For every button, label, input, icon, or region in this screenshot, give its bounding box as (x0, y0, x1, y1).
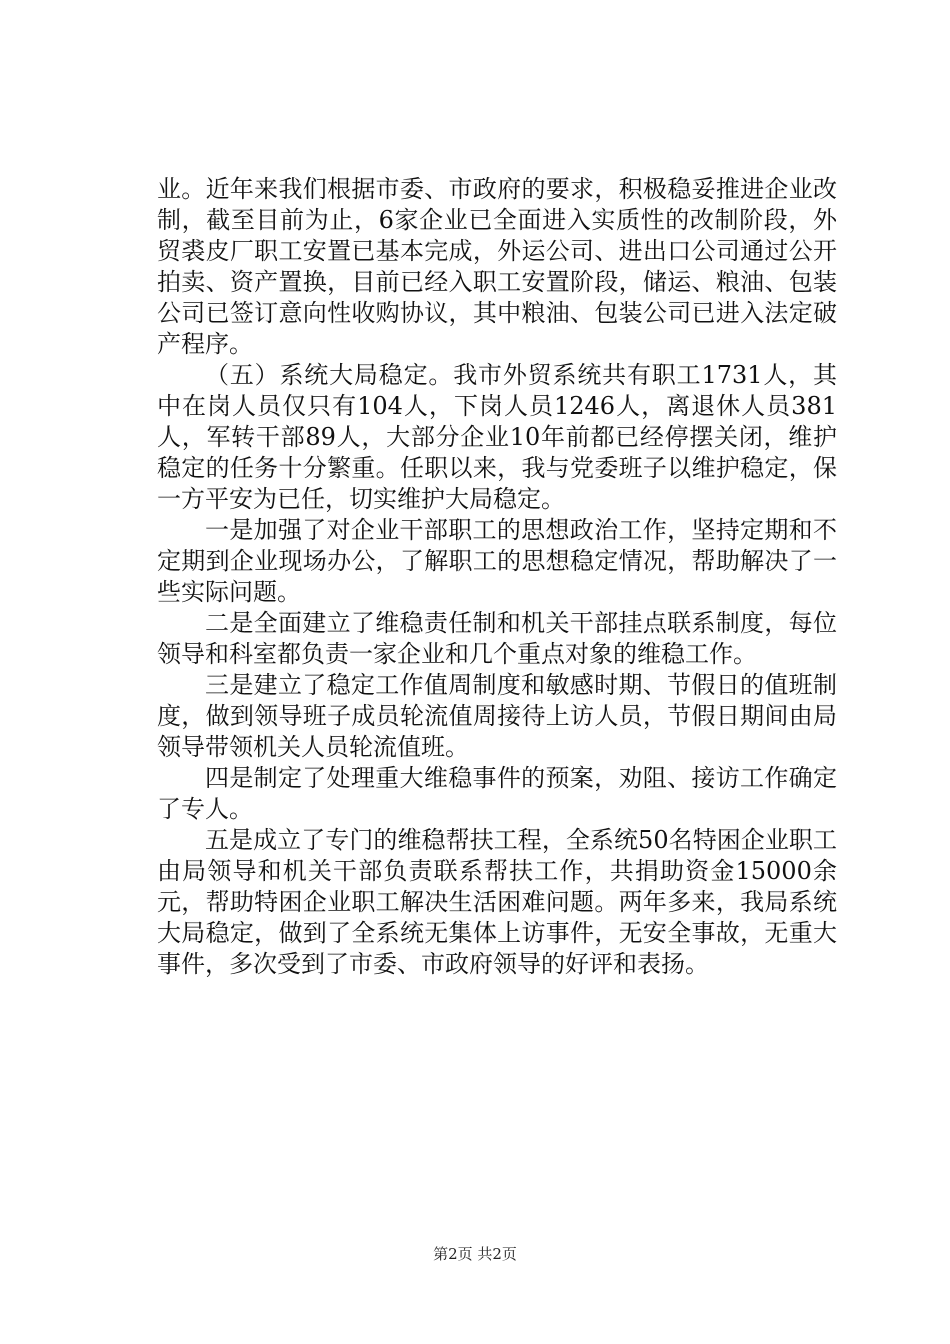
paragraph-item-three: 三是建立了稳定工作值周制度和敏感时期、节假日的值班制度，做到领导班子成员轮流值周接待上访人员，节假日期间由局领导带领机关人员轮流值班。 (157, 671, 837, 761)
paragraph-item-one: 一是加强了对企业干部职工的思想政治工作，坚持定期和不定期到企业现场办公，了解职工的思想稳定情况，帮助解决了一些实际问题。 (157, 516, 837, 606)
document-body (157, 174, 837, 980)
paragraph-continuation: 业。近年来我们根据市委、市政府的要求，积极稳妥推进企业改制，截至目前为止，6家企业已全面进入实质性的改制阶段，外贸裘皮厂职工安置已基本完成，外运公司、进出口公司通过公开拍卖、资产置换，目前已经入职工安置阶段，储运、粮油、包装公司已签订意向性收购协议，其中粮油、包装公司已进入法定破产程序。 (157, 175, 837, 358)
paragraph-item-four: 四是制定了处理重大维稳事件的预案，劝阻、接访工作确定了专人。 (157, 764, 837, 823)
paragraph-item-two: 二是全面建立了维稳责任制和机关干部挂点联系制度，每位领导和科室都负责一家企业和几个重点对象的维稳工作。 (157, 609, 837, 668)
paragraph-item-five: 五是成立了专门的维稳帮扶工程，全系统50名特困企业职工由局领导和机关干部负责联系帮扶工作，共捐助资金15000余元，帮助特困企业职工解决生活困难问题。两年多来，我局系统大局稳定，做到了全系统无集体上访事件，无安全事故，无重大事件，多次受到了市委、市政府领导的好评和表扬。 (157, 826, 837, 978)
paragraph-section-five: （五）系统大局稳定。我市外贸系统共有职工1731人，其中在岗人员仅只有104人，下岗人员1246人，离退休人员381人，军转干部89人，大部分企业10年前都已经停摆关闭，维护稳定的任务十分繁重。任职以来，我与党委班子以维护稳定，保一方平安为已任，切实维护大局稳定。 (157, 361, 837, 513)
page-number-footer: 第2页 共2页 (433, 1245, 517, 1263)
